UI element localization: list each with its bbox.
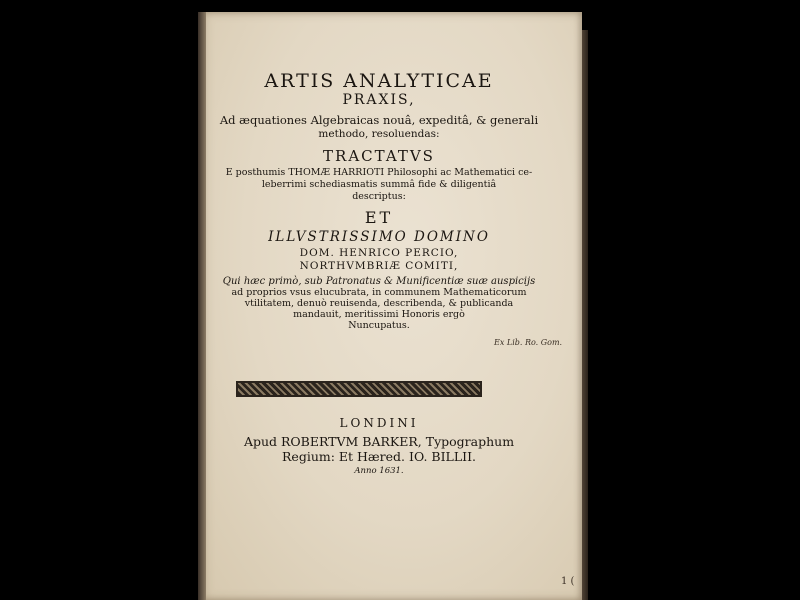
dedication-italic-line: Qui hæc primò, sub Patronatus & Munificentiæ suæ auspicijs (222, 276, 536, 287)
tractatus-heading: TRACTATVS (323, 147, 435, 165)
handwritten-ownership-note: Ex Lib. Ro. Gom. (494, 338, 563, 347)
printers-ornament-band (236, 381, 482, 397)
dedication-line: ad proprios vsus elucubrata, in communem Mathematicorum (231, 287, 527, 298)
et-heading: ET (364, 208, 394, 227)
imprint-block (214, 416, 544, 478)
tractatus-line: descriptus: (352, 191, 406, 202)
subtitle-line: Ad æquationes Algebraicas nouâ, expeditâ, & generali (219, 113, 539, 127)
imprint-city: LONDINI (339, 416, 419, 430)
dedication-line: Nuncupatus. (348, 320, 410, 331)
tractatus-line: E posthumis THOMÆ HARRIOTI Philosophi ac Mathematici ce- (225, 167, 533, 178)
dedicatee-title: ILLVSTRISSIMO DOMINO (268, 229, 490, 245)
tractatus-line: leberrimi schediasmatis summâ fide & diligentiâ (261, 179, 497, 190)
dedicatee-name: DOM. HENRICO PERCIO, (299, 247, 459, 259)
dedication-line: mandauit, meritissimi Honoris ergò (293, 309, 465, 320)
main-title: ARTIS ANALYTICAE (264, 70, 494, 92)
page-gutter (198, 12, 206, 600)
dedicatee-rank: NORTHVMBRIÆ COMITI, (299, 260, 459, 272)
title-block (214, 70, 544, 331)
imprint-year: Anno 1631. (354, 466, 404, 476)
imprint-heirs: Regium: Et Hæred. IO. BILLII. (282, 449, 476, 464)
dedication-line: vtilitatem, denuò reuisenda, describenda, & publicanda (244, 298, 514, 309)
imprint-printer: Apud ROBERTVM BARKER, Typographum (243, 434, 515, 449)
subtitle-line: methodo, resoluendas: (318, 128, 440, 140)
dedication-body (214, 287, 544, 331)
main-title-praxis: PRAXIS, (342, 92, 416, 108)
handwritten-corner-mark: 1 ( (561, 576, 575, 587)
